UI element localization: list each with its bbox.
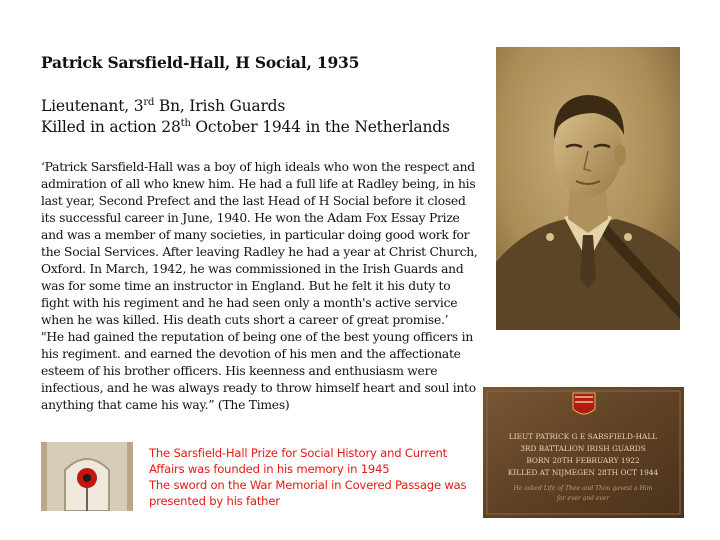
memorial-notes bbox=[149, 445, 469, 509]
plaque-illustration bbox=[483, 387, 684, 518]
plaque-line-killed: KILLED AT NIJMEGEN 28TH OCT 1944 bbox=[507, 468, 659, 477]
plaque-line-verse2: for ever and ever bbox=[556, 495, 610, 502]
page-title: Patrick Sarsfield-Hall, H Social, 1935 bbox=[41, 53, 360, 72]
killed-line bbox=[41, 117, 450, 138]
prize-note: The Sarsfield-Hall Prize for Social History and Current Affairs was founded in his memory in 1945 bbox=[149, 446, 448, 476]
portrait-illustration bbox=[496, 47, 680, 330]
killed-ordinal: th bbox=[180, 117, 191, 129]
tribute-text bbox=[41, 159, 481, 414]
crest-icon bbox=[573, 393, 595, 414]
rank-ordinal: rd bbox=[143, 96, 155, 108]
plaque-line-battalion: 3RD BATTALION IRISH GUARDS bbox=[520, 444, 646, 453]
rank-unit: Bn, Irish Guards bbox=[154, 97, 286, 115]
sword-note: The sword on the War Memorial in Covered Passage was presented by his father bbox=[149, 478, 467, 508]
rank-text: Lieutenant, 3 bbox=[41, 97, 144, 115]
service-details bbox=[41, 96, 450, 138]
tribute-paragraph-radley: ‘Patrick Sarsfield-Hall was a boy of high ideals who won the respect and admiration of all who knew him. He had a full life at Radley being, in his last year, Second Prefect and the last Head of H Social before it closed its successful career in June, 1940. He won the Adam Fox Essay Prize and was a member of many societies, in particular doing good work for the Social Services. After leaving Radley he had a year at Christ Church, Oxford. In March, 1942, he was commissioned in the Irish Guards and was for some time an instructor in England. But he felt it his duty to fight with his regiment and he had seen only a month's active service when he was killed. His death cuts short a career of great promise.’ bbox=[41, 160, 478, 327]
plaque-line-born: BORN 20TH FEBRUARY 1922 bbox=[526, 456, 640, 465]
portrait-photo bbox=[496, 47, 680, 330]
memorial-niche-photo bbox=[41, 442, 133, 511]
killed-text: Killed in action 28 bbox=[41, 118, 181, 136]
tribute-paragraph-times: "He had gained the reputation of being one of the best young officers in his regiment. and earned the devotion of his men and the affectionate esteem of his brother officers. His keenness and enthusiasm were infectious, and he was always ready to throw himself heart and soul into anything that came his way.” (The Times) bbox=[41, 330, 476, 412]
rank-line bbox=[41, 96, 450, 117]
poppy-wreath-illustration bbox=[41, 442, 133, 511]
killed-place: October 1944 in the Netherlands bbox=[190, 118, 450, 136]
memorial-plaque-photo bbox=[483, 387, 684, 518]
plaque-line-name: LIEUT PATRICK G E SARSFIELD-HALL bbox=[508, 432, 658, 441]
plaque-line-verse1: He asked Life of Thee and Thou gavest a Him bbox=[513, 485, 653, 492]
